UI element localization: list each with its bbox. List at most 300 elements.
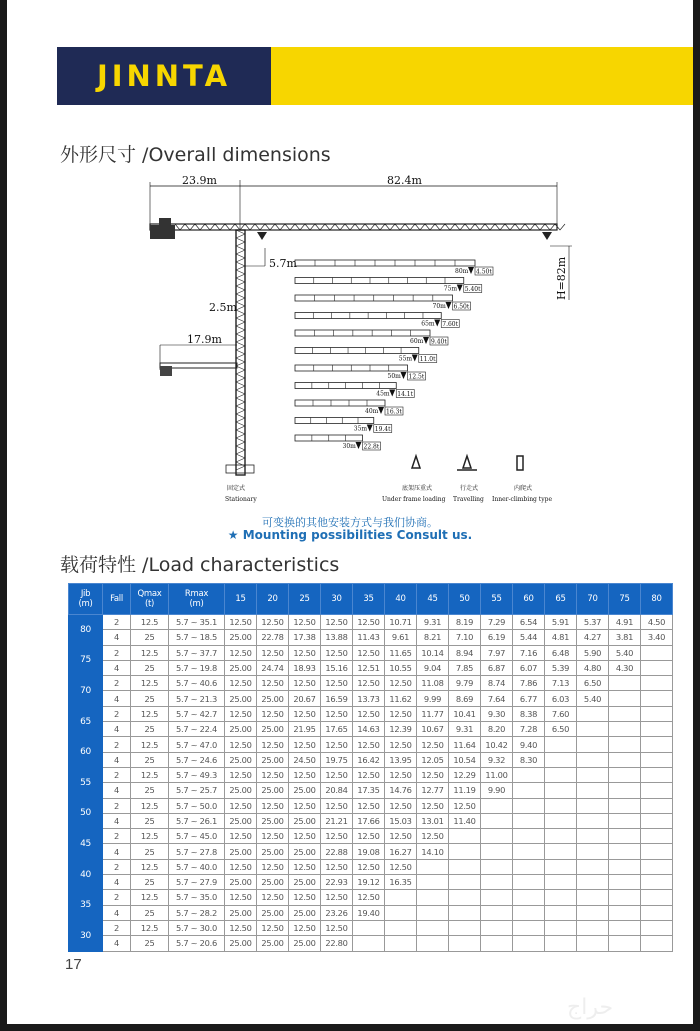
load-value-cell xyxy=(545,752,577,767)
load-value-cell: 10.55 xyxy=(385,660,417,675)
load-value-cell xyxy=(417,936,449,951)
load-value-cell xyxy=(513,920,545,935)
rmax-cell: 5.7 ~ 22.4 xyxy=(169,722,225,737)
logo xyxy=(57,47,271,105)
load-value-cell: 23.26 xyxy=(321,905,353,920)
fall-cell: 4 xyxy=(103,630,131,645)
load-value-cell: 4.27 xyxy=(577,630,609,645)
load-value-cell xyxy=(545,905,577,920)
load-value-cell xyxy=(609,691,641,706)
jib-config-tip-load: 6.50t xyxy=(453,303,470,311)
column-header: 15 xyxy=(225,584,257,615)
load-value-cell: 12.50 xyxy=(289,737,321,752)
load-value-cell: 12.50 xyxy=(225,920,257,935)
jib-segment-bar xyxy=(295,330,430,336)
load-value-cell xyxy=(481,844,513,859)
qmax-cell: 25 xyxy=(131,936,169,951)
hook-icon xyxy=(446,302,452,309)
qmax-cell: 25 xyxy=(131,660,169,675)
fall-cell: 2 xyxy=(103,676,131,691)
logo-text: JINNTA xyxy=(96,59,232,93)
load-value-cell: 8.30 xyxy=(513,752,545,767)
jib-config-tip-load: 22.8t xyxy=(363,443,380,451)
column-header: 75 xyxy=(609,584,641,615)
jib-config-length: 30m xyxy=(342,443,356,450)
column-header: 40 xyxy=(385,584,417,615)
load-value-cell: 12.50 xyxy=(257,859,289,874)
load-value-cell: 13.95 xyxy=(385,752,417,767)
crane-dimension-diagram xyxy=(137,170,587,520)
load-value-cell: 12.50 xyxy=(353,615,385,630)
load-value-cell xyxy=(417,875,449,890)
load-value-cell: 12.50 xyxy=(257,645,289,660)
under-frame-icon xyxy=(412,456,420,468)
load-value-cell xyxy=(641,890,673,905)
load-value-cell xyxy=(577,737,609,752)
rmax-cell: 5.7 ~ 40.6 xyxy=(169,676,225,691)
hook-icon xyxy=(412,355,418,362)
load-value-cell: 8.20 xyxy=(481,722,513,737)
qmax-cell: 25 xyxy=(131,752,169,767)
load-value-cell xyxy=(481,905,513,920)
load-value-cell: 12.50 xyxy=(321,798,353,813)
load-value-cell: 25.00 xyxy=(225,630,257,645)
load-value-cell xyxy=(641,783,673,798)
load-value-cell xyxy=(513,905,545,920)
jib-config-tip-load: 7.60t xyxy=(442,321,459,328)
load-value-cell: 12.50 xyxy=(257,920,289,935)
load-value-cell xyxy=(641,936,673,951)
load-value-cell: 25.00 xyxy=(225,844,257,859)
load-value-cell: 7.29 xyxy=(481,615,513,630)
jib-segment-bar xyxy=(295,400,385,406)
table-row xyxy=(69,905,673,920)
load-value-cell: 8.74 xyxy=(481,676,513,691)
load-value-cell: 12.50 xyxy=(321,920,353,935)
load-value-cell: 19.75 xyxy=(321,752,353,767)
load-value-cell: 25.00 xyxy=(225,722,257,737)
load-value-cell: 12.50 xyxy=(321,737,353,752)
load-value-cell xyxy=(641,798,673,813)
load-value-cell xyxy=(481,798,513,813)
load-value-cell xyxy=(577,875,609,890)
load-value-cell: 12.50 xyxy=(225,890,257,905)
load-value-cell: 17.66 xyxy=(353,813,385,828)
table-row xyxy=(69,875,673,890)
mounting-type-travelling xyxy=(453,456,484,503)
load-value-cell xyxy=(577,813,609,828)
load-value-cell xyxy=(513,829,545,844)
fall-cell: 2 xyxy=(103,798,131,813)
jib-length-cell: 60 xyxy=(69,737,103,768)
load-value-cell: 8.94 xyxy=(449,645,481,660)
load-value-cell: 12.39 xyxy=(385,722,417,737)
load-value-cell xyxy=(641,875,673,890)
load-value-cell: 12.51 xyxy=(353,660,385,675)
load-value-cell: 6.50 xyxy=(577,676,609,691)
load-value-cell: 15.16 xyxy=(321,660,353,675)
load-value-cell xyxy=(385,890,417,905)
load-value-cell xyxy=(577,920,609,935)
load-value-cell: 12.50 xyxy=(321,615,353,630)
qmax-cell: 12.5 xyxy=(131,737,169,752)
load-value-cell: 19.12 xyxy=(353,875,385,890)
load-value-cell: 12.50 xyxy=(257,890,289,905)
hook-icon xyxy=(378,407,384,414)
load-value-cell: 12.50 xyxy=(353,859,385,874)
alt-counter-jib-label: 17.9m xyxy=(187,333,222,346)
load-value-cell: 12.50 xyxy=(257,676,289,691)
load-value-cell: 12.50 xyxy=(385,767,417,782)
table-row xyxy=(69,615,673,630)
load-value-cell: 5.40 xyxy=(577,691,609,706)
load-value-cell xyxy=(481,859,513,874)
hook-icon xyxy=(367,425,373,432)
crane-tower xyxy=(226,230,254,475)
rmax-cell: 5.7 ~ 47.0 xyxy=(169,737,225,752)
load-value-cell xyxy=(513,783,545,798)
load-value-cell xyxy=(641,691,673,706)
load-value-cell: 25.00 xyxy=(257,752,289,767)
load-value-cell: 24.74 xyxy=(257,660,289,675)
load-value-cell xyxy=(609,859,641,874)
load-value-cell: 8.69 xyxy=(449,691,481,706)
load-value-cell: 7.97 xyxy=(481,645,513,660)
load-value-cell: 9.90 xyxy=(481,783,513,798)
load-value-cell xyxy=(513,798,545,813)
load-value-cell: 12.50 xyxy=(321,890,353,905)
qmax-cell: 12.5 xyxy=(131,859,169,874)
load-value-cell: 25.00 xyxy=(225,875,257,890)
load-value-cell: 9.79 xyxy=(449,676,481,691)
load-value-cell: 3.81 xyxy=(609,630,641,645)
load-value-cell xyxy=(577,936,609,951)
rmax-cell: 5.7 ~ 26.1 xyxy=(169,813,225,828)
jib-config-tip-load: 12.5t xyxy=(408,373,425,381)
load-value-cell xyxy=(609,905,641,920)
jib-config xyxy=(295,400,403,416)
dimensions-title: 外形尺寸 /Overall dimensions xyxy=(60,144,331,166)
jib-length-cell: 50 xyxy=(69,798,103,829)
load-value-cell xyxy=(641,920,673,935)
load-value-cell xyxy=(513,844,545,859)
rmax-cell: 5.7 ~ 25.7 xyxy=(169,783,225,798)
jib-config-tip-load: 5.40t xyxy=(464,286,481,293)
qmax-cell: 25 xyxy=(131,875,169,890)
column-header: 20 xyxy=(257,584,289,615)
qmax-cell: 12.5 xyxy=(131,767,169,782)
table-row xyxy=(69,813,673,828)
load-value-cell: 12.50 xyxy=(225,706,257,721)
load-value-cell: 11.77 xyxy=(417,706,449,721)
rmax-cell: 5.7 ~ 50.0 xyxy=(169,798,225,813)
brochure-page xyxy=(7,0,693,1024)
fall-cell: 2 xyxy=(103,645,131,660)
load-value-cell: 9.04 xyxy=(417,660,449,675)
qmax-cell: 12.5 xyxy=(131,829,169,844)
load-value-cell: 11.19 xyxy=(449,783,481,798)
load-value-cell: 7.86 xyxy=(513,676,545,691)
load-title: 载荷特性 /Load characteristics xyxy=(60,554,340,576)
hook-icon xyxy=(356,442,362,449)
load-value-cell: 13.73 xyxy=(353,691,385,706)
load-value-cell: 19.40 xyxy=(353,905,385,920)
load-value-cell: 14.63 xyxy=(353,722,385,737)
load-value-cell: 12.50 xyxy=(321,676,353,691)
mounting-note-en: ★ Mounting possibilities Consult us. xyxy=(227,528,473,542)
load-value-cell xyxy=(641,706,673,721)
qmax-cell: 12.5 xyxy=(131,890,169,905)
load-value-cell: 25.00 xyxy=(289,875,321,890)
load-value-cell: 25.00 xyxy=(225,813,257,828)
load-value-cell: 13.01 xyxy=(417,813,449,828)
jib-config-length: 65m xyxy=(421,320,435,328)
load-value-cell xyxy=(513,936,545,951)
jib-config xyxy=(295,260,493,276)
load-value-cell: 10.67 xyxy=(417,722,449,737)
load-value-cell xyxy=(641,752,673,767)
load-value-cell: 12.50 xyxy=(225,829,257,844)
column-header: 70 xyxy=(577,584,609,615)
load-value-cell xyxy=(545,813,577,828)
load-value-cell: 25.00 xyxy=(225,936,257,951)
fall-cell: 2 xyxy=(103,767,131,782)
rmax-cell: 5.7 ~ 27.8 xyxy=(169,844,225,859)
load-value-cell xyxy=(609,737,641,752)
column-header: Qmax (t) xyxy=(131,584,169,615)
mounting-note-cn: 可变换的其他安装方式与我们协商。 xyxy=(262,516,438,529)
load-value-cell: 12.50 xyxy=(289,615,321,630)
jib-config xyxy=(295,278,482,294)
load-value-cell: 12.50 xyxy=(385,676,417,691)
load-value-cell: 15.03 xyxy=(385,813,417,828)
load-value-cell: 11.43 xyxy=(353,630,385,645)
load-value-cell xyxy=(577,859,609,874)
load-value-cell xyxy=(577,767,609,782)
mounting-type-stationary xyxy=(225,484,257,503)
load-value-cell: 12.50 xyxy=(321,829,353,844)
load-value-cell xyxy=(641,813,673,828)
fall-cell: 2 xyxy=(103,615,131,630)
jib-segment-bar xyxy=(295,260,475,266)
load-value-cell: 12.50 xyxy=(353,645,385,660)
load-value-cell: 6.77 xyxy=(513,691,545,706)
jib-config-length: 55m xyxy=(398,355,413,363)
load-value-cell xyxy=(417,859,449,874)
rmax-cell: 5.7 ~ 35.0 xyxy=(169,890,225,905)
load-value-cell xyxy=(545,783,577,798)
load-value-cell xyxy=(545,890,577,905)
load-value-cell xyxy=(481,813,513,828)
jib-config xyxy=(295,418,392,434)
jib-config-length: 75m xyxy=(443,285,458,293)
load-value-cell: 25.00 xyxy=(257,875,289,890)
load-value-cell xyxy=(545,829,577,844)
mounting-type-under-frame xyxy=(382,456,446,503)
load-value-cell: 6.50 xyxy=(545,722,577,737)
fall-cell: 4 xyxy=(103,936,131,951)
column-header: 30 xyxy=(321,584,353,615)
load-value-cell xyxy=(545,936,577,951)
table-row xyxy=(69,890,673,905)
hook-icon xyxy=(434,320,440,327)
load-value-cell xyxy=(385,905,417,920)
load-value-cell: 12.50 xyxy=(257,798,289,813)
load-value-cell: 12.50 xyxy=(417,737,449,752)
fall-cell: 2 xyxy=(103,706,131,721)
jib-configurations xyxy=(295,260,493,451)
load-value-cell xyxy=(481,890,513,905)
load-value-cell: 12.50 xyxy=(225,676,257,691)
fall-cell: 4 xyxy=(103,783,131,798)
load-value-cell: 12.50 xyxy=(321,859,353,874)
load-value-cell: 7.13 xyxy=(545,676,577,691)
fall-cell: 2 xyxy=(103,890,131,905)
load-value-cell xyxy=(609,829,641,844)
load-value-cell xyxy=(641,660,673,675)
load-value-cell xyxy=(641,905,673,920)
load-value-cell: 22.78 xyxy=(257,630,289,645)
rmax-cell: 5.7 ~ 19.8 xyxy=(169,660,225,675)
fall-cell: 4 xyxy=(103,752,131,767)
jib-config-tip-load: 19.4t xyxy=(374,426,391,433)
table-row xyxy=(69,706,673,721)
load-value-cell: 16.35 xyxy=(385,875,417,890)
load-value-cell: 12.05 xyxy=(417,752,449,767)
load-value-cell: 12.50 xyxy=(289,676,321,691)
rmax-cell: 5.7 ~ 49.3 xyxy=(169,767,225,782)
fall-cell: 4 xyxy=(103,844,131,859)
load-value-cell: 12.50 xyxy=(417,829,449,844)
load-value-cell: 12.50 xyxy=(385,798,417,813)
jib-config xyxy=(295,383,414,399)
load-value-cell: 12.50 xyxy=(257,737,289,752)
rmax-cell: 5.7 ~ 30.0 xyxy=(169,920,225,935)
load-value-cell: 6.19 xyxy=(481,630,513,645)
load-value-cell xyxy=(449,920,481,935)
load-value-cell xyxy=(577,829,609,844)
load-value-cell xyxy=(545,798,577,813)
load-value-cell: 11.65 xyxy=(385,645,417,660)
table-row xyxy=(69,783,673,798)
load-value-cell: 14.76 xyxy=(385,783,417,798)
table-row xyxy=(69,920,673,935)
load-value-cell xyxy=(449,844,481,859)
jib-config xyxy=(295,330,448,346)
load-value-cell: 25.00 xyxy=(225,752,257,767)
jib-length-label: 82.4m xyxy=(387,174,422,187)
load-value-cell: 10.14 xyxy=(417,645,449,660)
jib-length-cell: 35 xyxy=(69,890,103,921)
fall-cell: 2 xyxy=(103,737,131,752)
load-value-cell: 7.60 xyxy=(545,706,577,721)
rmax-cell: 5.7 ~ 20.6 xyxy=(169,936,225,951)
load-value-cell xyxy=(513,890,545,905)
load-value-cell: 9.31 xyxy=(449,722,481,737)
load-value-cell xyxy=(641,767,673,782)
qmax-cell: 12.5 xyxy=(131,676,169,691)
table-row xyxy=(69,660,673,675)
load-value-cell: 12.50 xyxy=(289,890,321,905)
load-value-cell xyxy=(353,936,385,951)
jib-length-cell: 40 xyxy=(69,859,103,890)
load-value-cell xyxy=(577,905,609,920)
load-value-cell: 12.50 xyxy=(225,767,257,782)
load-value-cell xyxy=(449,936,481,951)
svg-text:内爬式: 内爬式 xyxy=(514,485,533,492)
jib-config-tip-load: 16.3t xyxy=(386,408,402,416)
jib-config-length: 80m xyxy=(455,268,469,275)
load-value-cell xyxy=(641,859,673,874)
header-banner xyxy=(57,47,693,105)
load-value-cell: 25.00 xyxy=(257,936,289,951)
load-value-cell: 12.50 xyxy=(289,706,321,721)
load-value-cell: 10.71 xyxy=(385,615,417,630)
load-value-cell: 9.99 xyxy=(417,691,449,706)
load-value-cell: 12.50 xyxy=(257,615,289,630)
load-value-cell xyxy=(449,905,481,920)
load-value-cell: 12.50 xyxy=(321,767,353,782)
load-value-cell xyxy=(577,798,609,813)
fall-cell: 4 xyxy=(103,660,131,675)
mounting-type-inner-climbing xyxy=(492,456,552,503)
load-value-cell xyxy=(545,844,577,859)
load-value-cell xyxy=(641,829,673,844)
load-value-cell xyxy=(449,890,481,905)
load-value-cell: 12.29 xyxy=(449,767,481,782)
qmax-cell: 12.5 xyxy=(131,798,169,813)
load-value-cell xyxy=(609,676,641,691)
column-header: 50 xyxy=(449,584,481,615)
load-value-cell xyxy=(641,722,673,737)
load-value-cell: 5.91 xyxy=(545,615,577,630)
rmax-cell: 5.7 ~ 28.2 xyxy=(169,905,225,920)
table-row xyxy=(69,691,673,706)
load-value-cell: 9.61 xyxy=(385,630,417,645)
fall-cell: 2 xyxy=(103,859,131,874)
load-value-cell: 9.30 xyxy=(481,706,513,721)
load-value-cell xyxy=(577,722,609,737)
qmax-cell: 25 xyxy=(131,813,169,828)
load-value-cell xyxy=(545,767,577,782)
qmax-cell: 25 xyxy=(131,905,169,920)
load-value-cell: 25.00 xyxy=(225,691,257,706)
fall-cell: 4 xyxy=(103,905,131,920)
load-value-cell: 25.00 xyxy=(225,783,257,798)
rmax-cell: 5.7 ~ 45.0 xyxy=(169,829,225,844)
load-value-cell: 12.50 xyxy=(353,767,385,782)
load-value-cell xyxy=(577,783,609,798)
jib-length-cell: 65 xyxy=(69,706,103,737)
jib-config-length: 35m xyxy=(353,425,368,433)
jib-config-tip-load: 11.0t xyxy=(419,356,436,363)
load-value-cell xyxy=(609,844,641,859)
load-value-cell xyxy=(385,936,417,951)
qmax-cell: 25 xyxy=(131,783,169,798)
load-value-cell xyxy=(513,859,545,874)
mounting-cn: 固定式 xyxy=(227,485,246,492)
travelling-icon xyxy=(457,456,477,470)
load-value-cell: 6.54 xyxy=(513,615,545,630)
load-value-cell: 18.93 xyxy=(289,660,321,675)
load-value-cell xyxy=(481,936,513,951)
load-value-cell: 12.50 xyxy=(225,615,257,630)
load-value-cell: 13.88 xyxy=(321,630,353,645)
load-value-cell: 8.21 xyxy=(417,630,449,645)
load-value-cell xyxy=(481,920,513,935)
jib-length-cell: 70 xyxy=(69,676,103,707)
table-row xyxy=(69,798,673,813)
